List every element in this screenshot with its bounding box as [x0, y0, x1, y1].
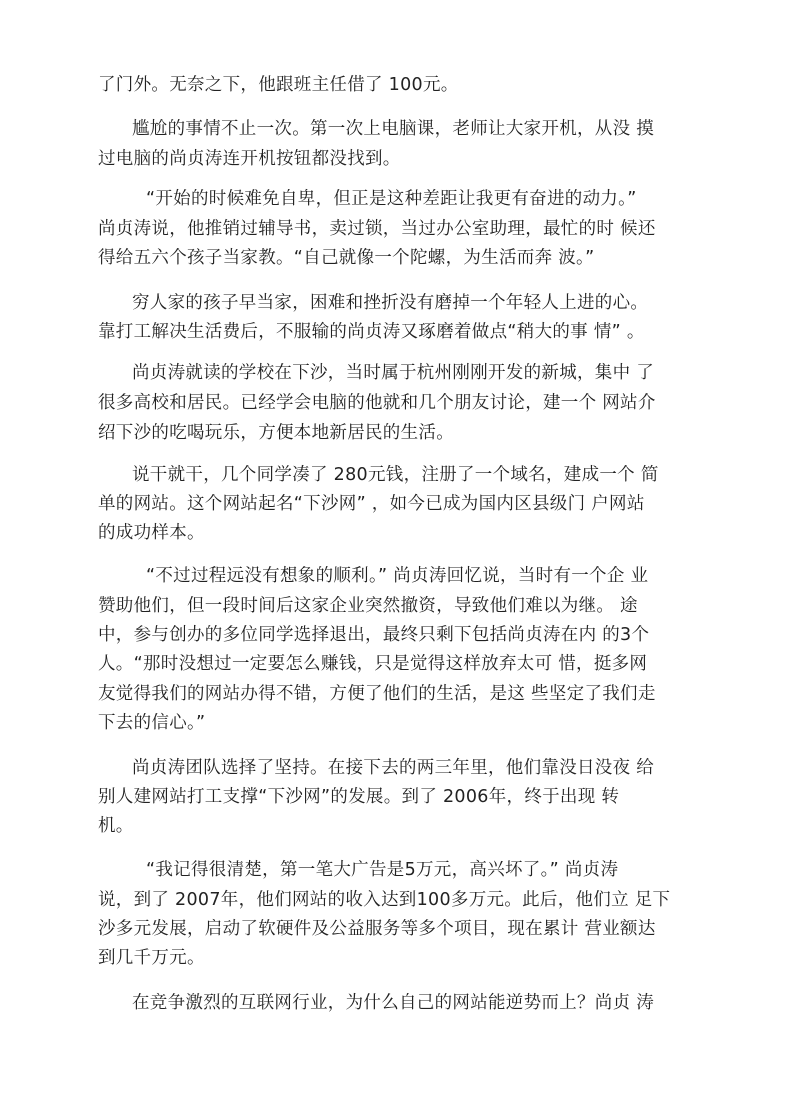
- text-line: 别人建网站打工支撑“下沙网”的发展。到了 2006年，终于出现 转: [98, 787, 620, 807]
- text-line: 友觉得我们的网站办得不错，方便了他们的生活，是这 些坚定了我们走: [98, 684, 656, 704]
- text-line: 尚贞涛就读的学校在下沙，当时属于杭州刚刚开发的新城，集中 了: [132, 363, 655, 383]
- text-line: 绍下沙的吃喝玩乐，方便本地新居民的生活。: [98, 423, 454, 443]
- text-line: “我记得很清楚，第一笔大广告是5万元，高兴坏了。” 尚贞涛: [146, 860, 619, 880]
- text-line: 机。: [98, 816, 134, 836]
- text-line: 过电脑的尚贞涛连开机按钮都没找到。: [98, 149, 401, 169]
- text-line: 很多高校和居民。已经学会电脑的他就和几个朋友讨论，建一个 网站介: [98, 393, 656, 413]
- text-line: “不过过程远没有想象的顺利。” 尚贞涛回忆说，当时有一个企 业: [146, 566, 649, 586]
- text-line: 尚贞涛团队选择了坚持。在接下去的两三年里，他们靠没日没夜 给: [132, 758, 655, 778]
- text-line: “开始的时候难免自卑，但正是这种差距让我更有奋进的动力。”: [146, 189, 637, 209]
- text-line: 沙多元发展，启动了软硬件及公益服务等多个项目，现在累计 营业额达: [98, 919, 656, 939]
- text-line: 说干就干，几个同学凑了 280元钱，注册了一个域名，建成一个 简: [132, 465, 659, 485]
- text-line: 了门外。无奈之下，他跟班主任借了 100元。: [98, 75, 459, 95]
- text-line: 赞助他们，但一段时间后这家企业突然撤资，导致他们难以为继。 途: [98, 596, 638, 616]
- text-line: 得给五六个孩子当家教。“自己就像一个陀螺，为生活而奔 波。”: [98, 248, 595, 268]
- text-line: 在竞争激烈的互联网行业，为什么自己的网站能逆势而上？尚贞 涛: [132, 993, 655, 1013]
- text-line: 穷人家的孩子早当家，困难和挫折没有磨掉一个年轻人上进的心。: [132, 293, 649, 313]
- text-line: 到几千万元。: [98, 948, 205, 968]
- text-line: 尚贞涛说，他推销过辅导书，卖过锁，当过办公室助理，最忙的时 候还: [98, 219, 656, 239]
- text-line: 的成功样本。: [98, 523, 205, 543]
- text-line: 人。“那时没想过一定要怎么赚钱，只是觉得这样放弃太可 惜，挺多网: [98, 654, 648, 674]
- text-line: 说，到了 2007年，他们网站的收入达到100多万元。此后，他们立 足下: [98, 890, 671, 910]
- text-line: 靠打工解决生活费后，不服输的尚贞涛又琢磨着做点“稍大的事 情” 。: [98, 322, 645, 342]
- text-line: 尴尬的事情不止一次。第一次上电脑课，老师让大家开机，从没 摸: [132, 119, 655, 139]
- text-line: 单的网站。这个网站起名“下沙网” ，如今已成为国内区县级门 户网站: [98, 494, 645, 514]
- text-line: 下去的信心。”: [98, 713, 206, 733]
- text-line: 中，参与创办的多位同学选择退出，最终只剩下包括尚贞涛在内 的3个: [98, 625, 650, 645]
